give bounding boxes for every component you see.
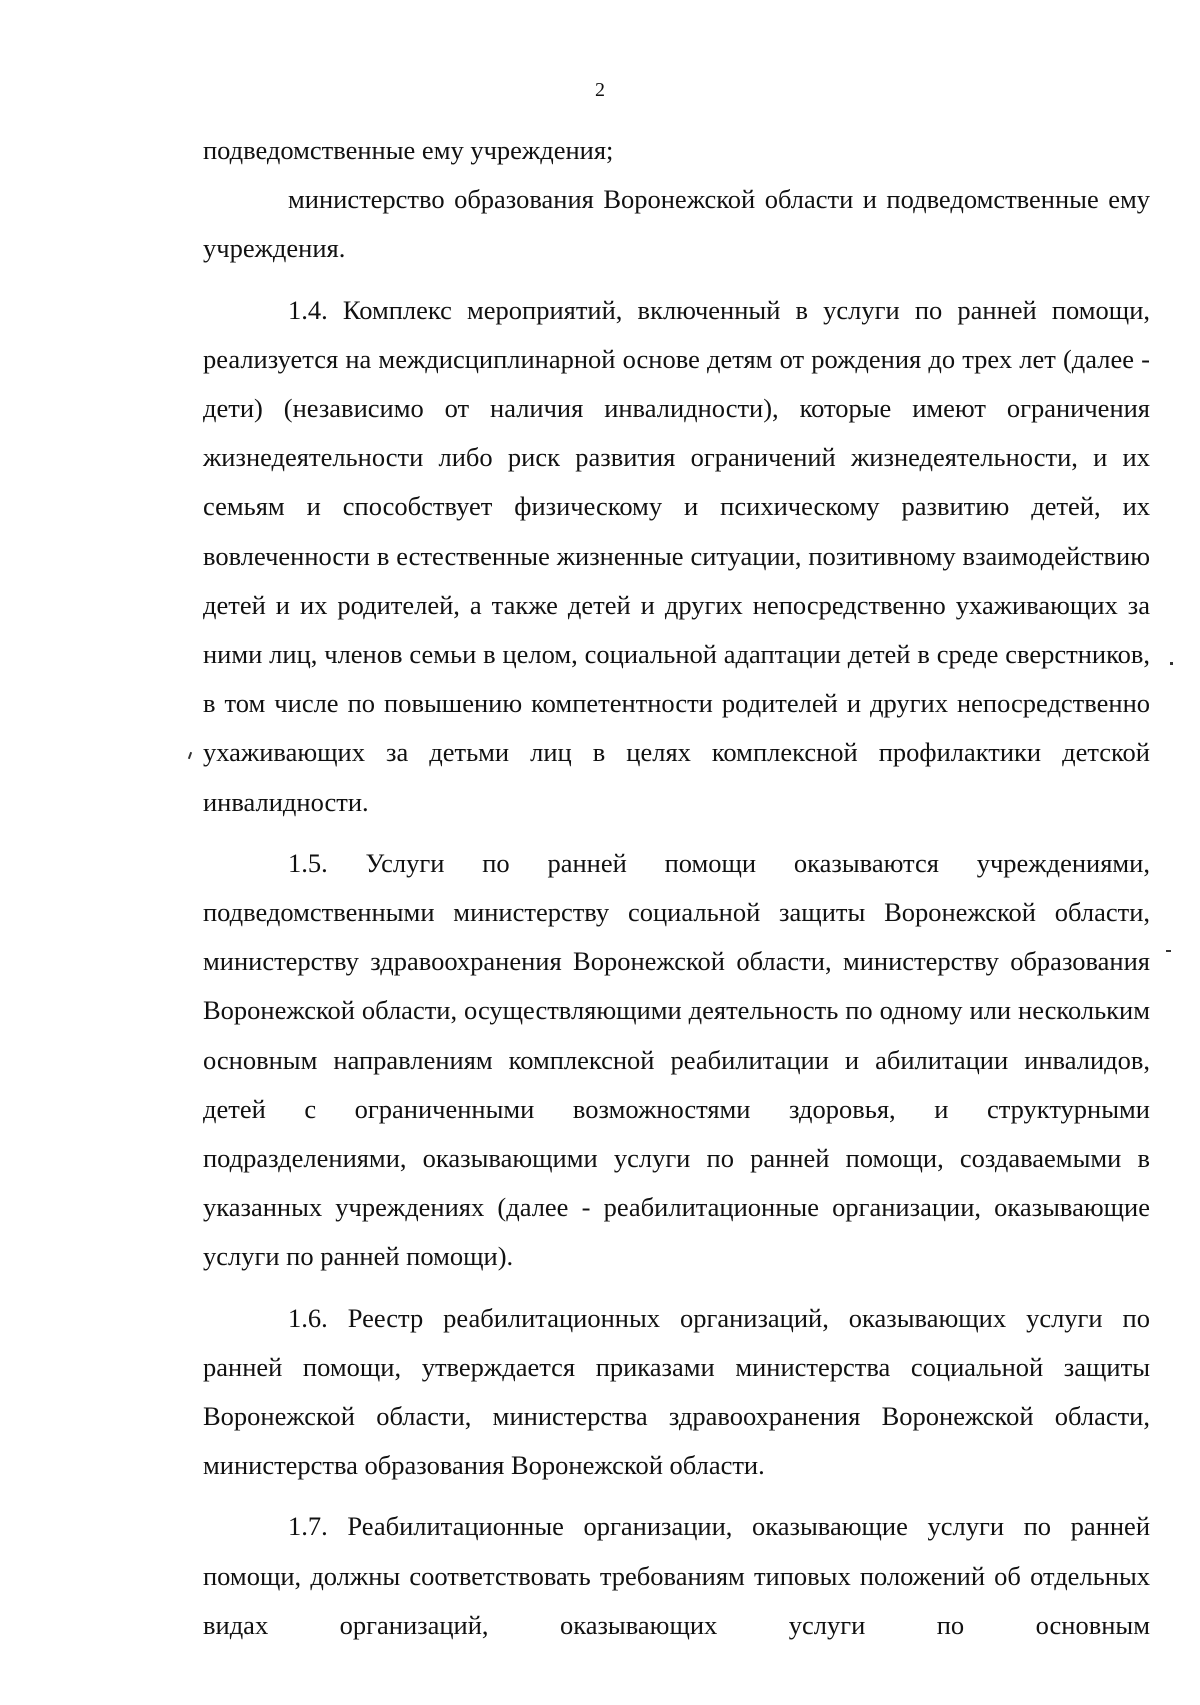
paragraph-1-7: 1.7. Реабилитационные организации, оказывающие услуги по ранней помощи, должны соответствовать требованиям типовых положений об отдельных видах организаций, оказывающих услуги по основным: [203, 1511, 1150, 1640]
paragraph-1-5: 1.5. Услуги по ранней помощи оказываются учреждениями, подведомственными министерству социальной защиты Воронежской области, министерству здравоохранения Воронежской области, министерству образования Воронежской области, осуществляющими деятельность по одному или нескольким основным направлениям комплексной реабилитации и абилитации инвалидов, детей с ограниченными возможностями здоровья, и структурными подразделениями, оказывающими услуги по ранней помощи, создаваемыми в указанных учреждениях (далее - реабилитационные организации, оказывающие услуги по ранней помощи).: [203, 847, 1150, 1272]
scan-speck: [188, 752, 192, 759]
scan-speck: [1170, 662, 1173, 665]
paragraph-ministry-education: министерство образования Воронежской области и подведомственные ему учреждения.: [203, 184, 1150, 264]
paragraph-1-4: 1.4. Комплекс мероприятий, включенный в услуги по ранней помощи, реализуется на междисциплинарной основе детям от рождения до трех лет (далее - дети) (независимо от наличия инвалидности), которые имеют ограничения жизнедеятельности либо риск развития ограничений жизнедеятельности, и их семьям и способствует физическому и психическому развитию детей, их вовлеченности в естественные жизненные ситуации, позитивному взаимодействию детей и их родителей, а также детей и других непосредственно ухаживающих за ними лиц, членов семьи в целом, социальной адаптации детей в среде сверстников, в том числе по повышению компетентности родителей и других непосредственно ухаживающих за детьми лиц в целях комплексной профилактики детской инвалидности.: [203, 294, 1150, 817]
document-body: [203, 126, 1150, 1650]
scan-speck: [1166, 950, 1171, 952]
paragraph-continuation: подведомственные ему учреждения;: [203, 135, 614, 165]
paragraph-1-6: 1.6. Реестр реабилитационных организаций, оказывающих услуги по ранней помощи, утверждается приказами министерства социальной защиты Воронежской области, министерства здравоохранения Воронежской области, министерства образования Воронежской области.: [203, 1302, 1150, 1481]
page-number: 2: [595, 79, 605, 101]
